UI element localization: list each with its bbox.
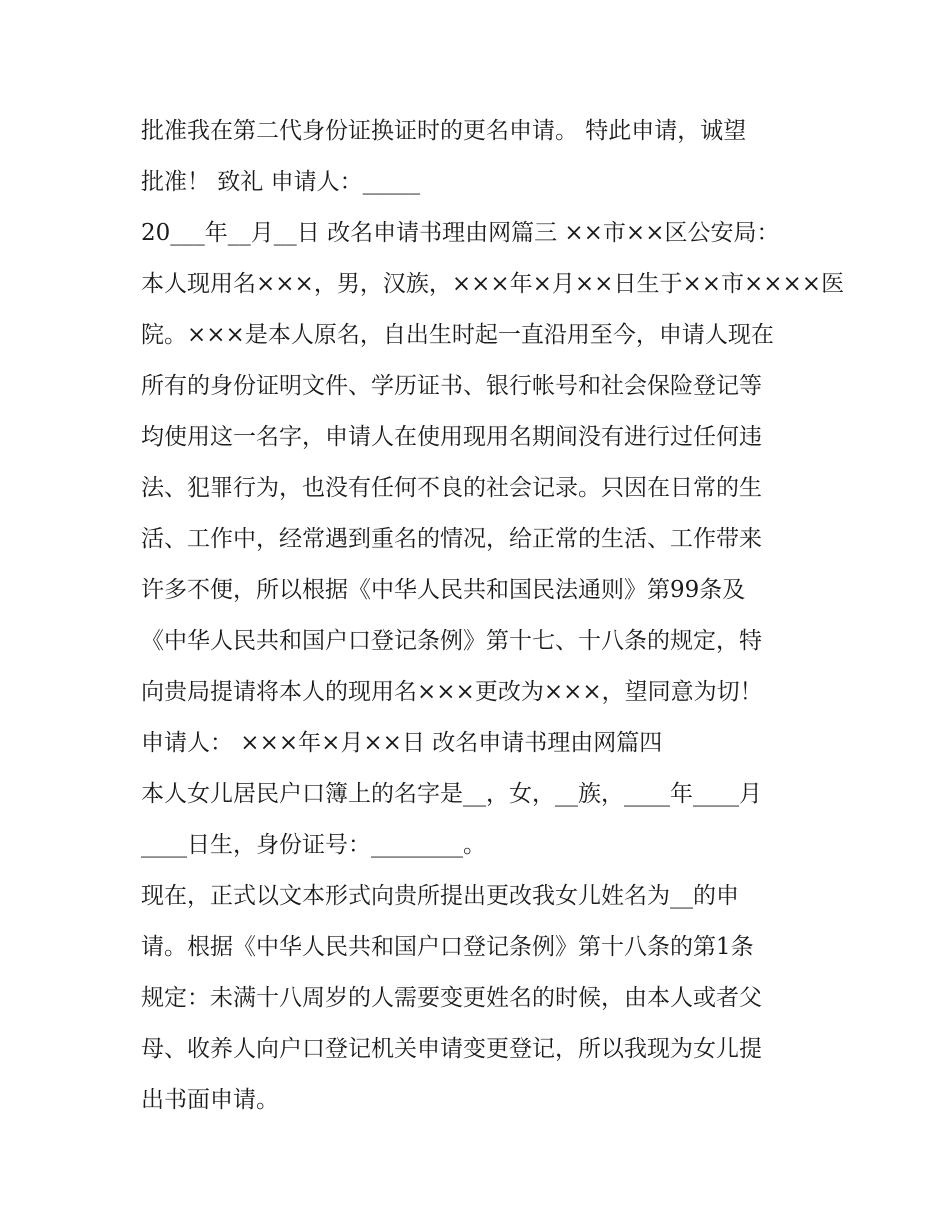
text-line: 批准！ 致礼 申请人：_____ [141, 169, 421, 195]
text-line: 法、犯罪行为，也没有任何不良的社会记录。只因在日常的生 [141, 475, 762, 501]
document-body [141, 106, 845, 1126]
text-line: 均使用这一名字，申请人在使用现用名期间没有进行过任何违 [141, 424, 762, 450]
text-line: 申请人： ×××年×月××日 改名申请书理由网篇四 [141, 730, 663, 756]
text-line: 《中华人民共和国户口登记条例》第十七、十八条的规定，特 [141, 628, 762, 654]
text-line: 现在，正式以文本形式向贵所提出更改我女儿姓名为__的申 [141, 883, 739, 909]
text-line: 本人现用名×××，男，汉族，×××年×月××日生于××市××××医 [141, 271, 845, 297]
text-line: 20___年__月__日 改名申请书理由网篇三 ××市××区公安局： [141, 220, 780, 246]
text-line: 出书面申请。 [141, 1087, 279, 1113]
text-line: 母、收养人向户口登记机关申请变更登记，所以我现为女儿提 [141, 1036, 762, 1062]
text-line: 活、工作中，经常遇到重名的情况，给正常的生活、工作带来 [141, 526, 762, 552]
text-line: ____日生，身份证号：________。 [141, 832, 486, 858]
text-line: 批准我在第二代身份证换证时的更名申请。 特此申请，诚望 [141, 118, 747, 144]
text-line: 院。×××是本人原名，自出生时起一直沿用至今，申请人现在 [141, 322, 774, 348]
text-line: 所有的身份证明文件、学历证书、银行帐号和社会保险登记等 [141, 373, 762, 399]
text-line: 请。根据《中华人民共和国户口登记条例》第十八条的第1条 [141, 934, 754, 960]
text-line: 规定：未满十八周岁的人需要变更姓名的时候，由本人或者父 [141, 985, 762, 1011]
text-line: 许多不便，所以根据《中华人民共和国民法通则》第99条及 [141, 577, 746, 603]
text-line: 向贵局提请将本人的现用名×××更改为×××，望同意为切！ [141, 679, 763, 705]
text-line: 本人女儿居民户口簿上的名字是__，女，__族，____年____月 [141, 781, 762, 807]
